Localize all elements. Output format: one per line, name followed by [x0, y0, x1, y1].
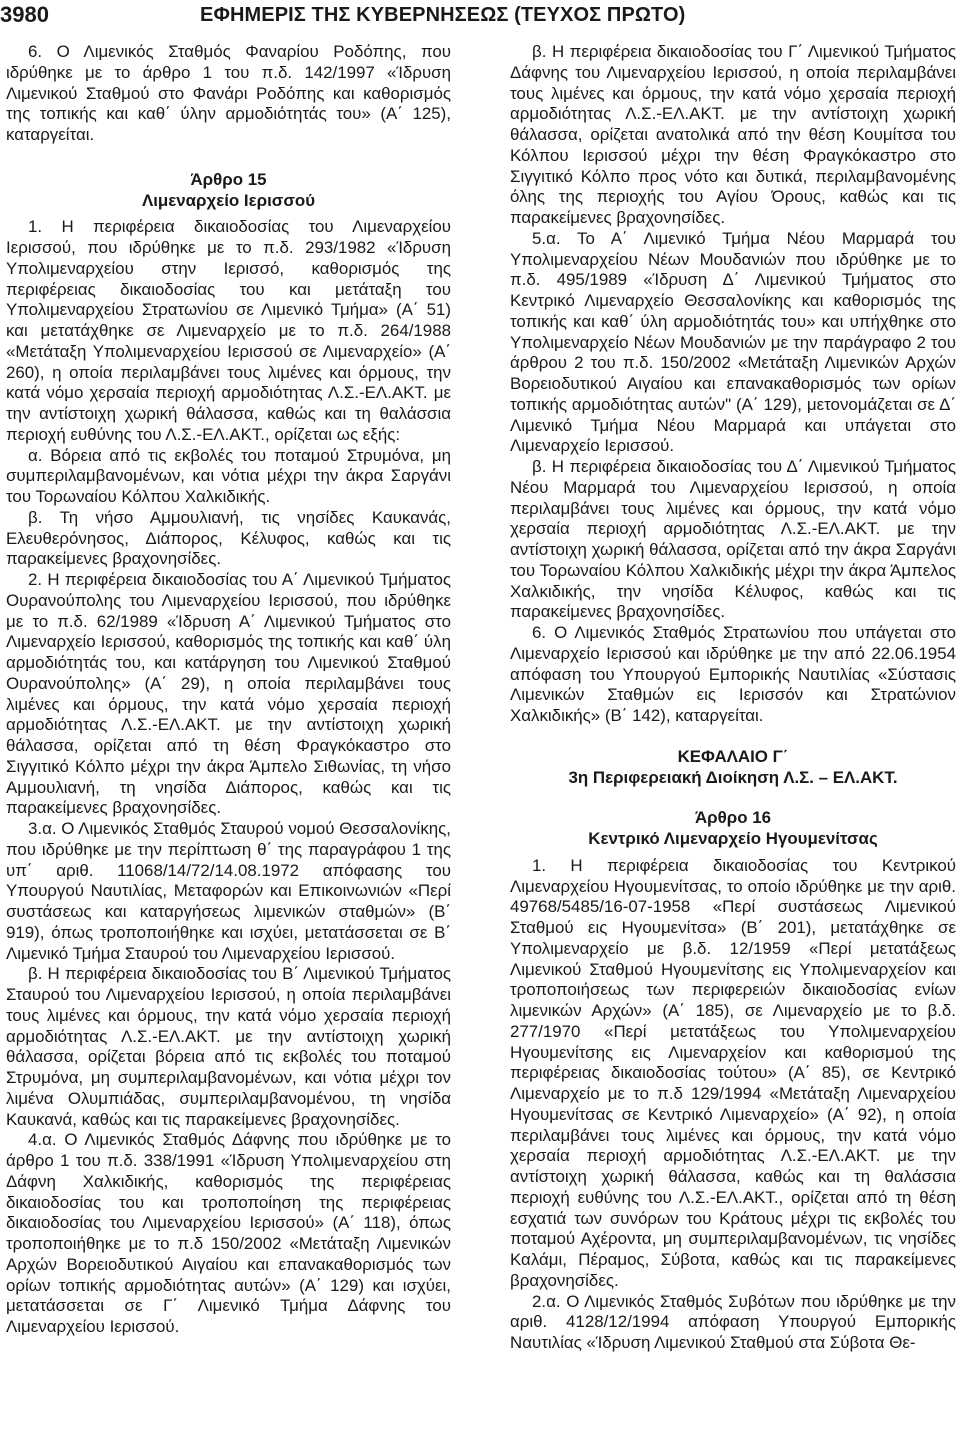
page-number: 3980 [0, 2, 49, 27]
paragraph: 5.α. Το Α΄ Λιμενικό Τμήμα Νέου Μαρμαρά του Υπολιμεναρχείου Νέων Μουδανιών που ιδρύθηκε με το π.δ. 495/1989 «Ίδρυση Δ΄ Λιμενικού Τμήματος στο Κεντρικό Λιμεναρχείο Θεσσαλονίκης και καθορισμός της τοπικής και καθ΄ ύλη αρμοδιότητάς του» και υπήχθηκε στο Υπολιμεναρχείο Νέων Μουδανιών με την παράγραφο 2 του άρθρου 2 του π.δ. 150/2002 «Μετάταξη Λιμενικών Αρχών Βορειοδυτικού Αιγαίου και επανακαθορισμός των ορίων τοπικής αρμοδιότητας αυτών" (Α΄ 129), μετονομάζεται σε Δ΄ Λιμενικό Τμήμα Νέου Μαρμαρά και υπάγεται στο Λιμεναρχείο Ιερισσού. [510, 228, 956, 456]
paragraph: 4.α. Ο Λιμενικός Σταθμός Δάφνης που ιδρύθηκε με το άρθρο 1 του π.δ. 338/1991 «Ίδρυση Υπολιμεναρχείου στη Δάφνη Χαλκιδικής, καθορισμός της περιφέρειας δικαιοδοσίας του και τροποποίηση της περιφέρειας δικαιοδοσίας του Λιμεναρχείου Ιερισσού» (Α΄ 118), όπως τροποποιήθηκε με το π.δ 150/2002 «Μετάταξη Λιμενικών Αρχών Βορειοδυτικού Αιγαίου και επανακαθορισμός των ορίων τοπικής αρμοδιότητας αυτών» (Α΄ 129) και ισχύει, μετατάσσεται σε Γ΄ Λιμενικό Τμήμα Δάφνης του Λιμεναρχείου Ιερισσού. [6, 1130, 451, 1336]
article-16-subtitle: Κεντρικό Λιμεναρχείο Ηγουμενίτσας [588, 829, 878, 848]
paragraph: β. Η περιφέρεια δικαιοδοσίας του Γ΄ Λιμενικού Τμήματος Δάφνης του Λιμεναρχείου Ιερισσού, η οποία περιλαμβάνει τους λιμένες και όρμους, την κατά νόμο χερσαία περιοχή αρμοδιότητας Λ.Σ.-ΕΛ.ΑΚΤ. με την αντίστοιχη χωρική θάλασσα, ορίζεται ανατολικά από την θέση Κουμίτσα του Κόλπου Ιερισσού μέχρι την θέση Φραγκόκαστρο στο Σιγγιτικό Κόλπο προς νότο και δυτικά, περιλαμβανομένης όλης της περιοχής του Αγίου Όρους, καθώς και τις παρακείμενες βραχονησίδες. [510, 42, 956, 227]
chapter-subtitle: 3η Περιφερειακή Διοίκηση Λ.Σ. – ΕΛ.ΑΚΤ. [568, 767, 898, 787]
paragraph: β. Η περιφέρεια δικαιοδοσίας του Β΄ Λιμενικού Τμήματος Σταυρού του Λιμεναρχείου Ιερισσού, η οποία περιλαμβάνει τους λιμένες και όρμους, την κατά νόμο χερσαία περιοχή αρμοδιότητας Λ.Σ.-ΕΛ.ΑΚΤ. με την αντίστοιχη χωρική θάλασσα, ορίζεται βόρεια από τις εκβολές του ποταμού Στρυμόνα, μη συμπεριλαμβανομένων, και νότια μέχρι τον λιμένα Ολυμπιάδας, συμπεριλαμβανομένου, τη νησίδα Καυκανά, καθώς και τις παρακείμενες βραχονησίδες. [6, 964, 451, 1129]
article-15-subtitle: Λιμεναρχείο Ιερισσού [141, 190, 316, 210]
chapter-title: ΚΕΦΑΛΑΙΟ Γ΄ [677, 746, 789, 766]
paragraph: 1. Η περιφέρεια δικαιοδοσίας του Λιμεναρχείου Ιερισσού, που ιδρύθηκε με το π.δ. 293/1982 «Ίδρυση Υπολιμεναρχείου στην Ιερισσό, καθορισμός της περιφέρειας δικαιοδοσίας του και μετάταξη του Υπολιμεναρχείου Στρατωνίου σε Λιμενικό Τμήμα» (Α΄ 51) και μετατάχθηκε σε Λιμεναρχείο με το π.δ. 264/1988 «Μετάταξη Υπολιμεναρχείου Ιερισσού σε Λιμεναρχείο» (Α΄ 260), η οποία περιλαμβάνει τους λιμένες και όρμους, την κατά νόμο χερσαία περιοχή αρμοδιότητας Λ.Σ.-ΕΛ.ΑΚΤ. με την αντίστοιχη χωρική θάλασσα, καθώς και τη θαλάσσια περιοχή ευθύνης του Λ.Σ.-ΕΛ.ΑΚΤ., ορίζεται ως εξής: [6, 217, 451, 444]
page-header [0, 0, 960, 38]
article-16-title: Άρθρο 16 [694, 808, 772, 828]
paragraph: 2.α. Ο Λιμενικός Σταθμός Συβότων που ιδρύθηκε με την αριθ. 4128/12/1994 απόφαση Υπουργού Εμπορικής Ναυτιλίας «Ίδρυση Λιμενικού Σταθμού στα Σύβοτα Θε- [510, 1291, 956, 1352]
article-15-title: Άρθρο 15 [190, 169, 267, 189]
gazette-title: ΕΦΗΜΕΡΙΣ ΤΗΣ ΚΥΒΕΡΝΗΣΕΩΣ (ΤΕΥΧΟΣ ΠΡΩΤΟ) [200, 4, 686, 26]
paragraph: β. Τη νήσο Αμμουλιανή, τις νησίδες Καυκανάς, Ελευθερόνησος, Διάπορος, Κέλυφος, καθώς και τις παρακείμενες βραχονησίδες. [6, 507, 451, 569]
paragraph: 1. Η περιφέρεια δικαιοδοσίας του Κεντρικού Λιμεναρχείου Ηγουμενίτσας, το οποίο ιδρύθηκε με την αριθ. 49768/5485/16-07-1958 «Περί συστάσεως Λιμενικού Σταθμού εις Ηγουμενίτσα» (Β΄ 201), μετατάχθηκε σε Υπολιμεναρχείο με β.δ. 12/1959 «Περί μετατάξεως Λιμενικού Σταθμού Ηγουμενίτσης εις Υπολιμεναρχείον και τροποποιήσεως των περιφερειών δικαιοδοσίας ενίων λιμενικών Αρχών» (Α΄ 185), σε Λιμεναρχείο με το β.δ. 277/1970 «Περί μετατάξεως του Υπολιμεναρχείου Ηγουμενίτσης εις Λιμεναρχείον και καθορισμού της περιφέρειας δικαιοδοσίας τούτου» (Α΄ 85), σε Κεντρικό Λιμεναρχείο με το π.δ 129/1994 «Μετάταξη Λιμεναρχείου Ηγουμενίτσας σε Κεντρικό Λιμεναρχείο» (Α΄ 92), η οποία περιλαμβάνει τους λιμένες και όρμους, την κατά νόμο χερσαία περιοχή αρμοδιότητας Λ.Σ.-ΕΛ.ΑΚΤ. με την αντίστοιχη χωρική θάλασσα, καθώς και τη θαλάσσια περιοχή ευθύνης του Λ.Σ.-ΕΛ.ΑΚΤ., ορίζεται από τη θέση εσχατιά των συνόρων του Κράτους μέχρι τις εκβολές του ποταμού Αχέροντα, μη συμπεριλαμβανομένων, τις νησίδες Καλάμι, Πέραμος, Σύβοτα, καθώς και τις παρακείμενες βραχονησίδες. [510, 855, 956, 1290]
paragraph: 2. Η περιφέρεια δικαιοδοσίας του Α΄ Λιμενικού Τμήματος Ουρανούπολης του Λιμεναρχείου Ιερισσού, που ιδρύθηκε με το π.δ. 62/1989 «Ίδρυση Α΄ Λιμενικού Τμήματος στο Λιμεναρχείο Ιερισσού, καθορισμός της τοπικής και καθ΄ ύλη αρμοδιότητάς του, και κατάργηση του Λιμενικού Σταθμού Ουρανούπολης» (Α΄ 29), η οποία περιλαμβάνει τους λιμένες και όρμους, την κατά νόμο χερσαία περιοχή αρμοδιότητας Λ.Σ.-ΕΛ.ΑΚΤ. με την αντίστοιχη χωρική θάλασσα, ορίζεται από τη θέση Φραγκόκαστρο στο Σιγγιτικό Κόλπο μέχρι την άκρα Άμπελο Σιθωνίας, τη νήσο Αμμουλιανή, τη νησίδα Διάπορος, καθώς και τις παρακείμενες βραχονησίδες. [6, 570, 451, 818]
right-column [510, 42, 956, 1354]
paragraph: 6. Ο Λιμενικός Σταθμός Στρατωνίου που υπάγεται στο Λιμεναρχείο Ιερισσού και ιδρύθηκε με την από 22.06.1954 απόφαση του Υπουργού Εμπορικής Ναυτιλίας «Σύστασις Λιμενικών Σταθμών εις Ιερισσόν και Στρατώνιον Χαλκιδικής» (Β΄ 142), καταργείται. [510, 623, 956, 725]
paragraph: 3.α. Ο Λιμενικός Σταθμός Σταυρού νομού Θεσσαλονίκης, που ιδρύθηκε με την περίπτωση θ΄ της παραγράφου 1 της υπ΄ αριθ. 11068/14/72/14.08.1972 απόφασης του Υπουργού Ναυτιλίας, Μεταφορών και Επικοινωνιών «Περί συστάσεως και καταργήσεως λιμενικών σταθμών» (Β΄ 919), όπως τροποποιήθηκε και ισχύει, μετατάσσεται σε Β΄ Λιμενικό Τμήμα Σταυρού του Λιμεναρχείου Ιερισσού. [6, 819, 451, 963]
paragraph: 6. Ο Λιμενικός Σταθμός Φαναρίου Ροδόπης, που ιδρύθηκε με το άρθρο 1 του π.δ. 142/1997 «Ίδρυση Λιμενικού Σταθμού στο Φανάρι Ροδόπης και καθορισμός της τοπικής και καθ΄ ύλην αρμοδιότητάς του» (Α΄ 125), καταργείται. [6, 42, 451, 144]
left-column [6, 42, 451, 1338]
paragraph: β. Η περιφέρεια δικαιοδοσίας του Δ΄ Λιμενικού Τμήματος Νέου Μαρμαρά του Λιμεναρχείου Ιερισσού, η οποία περιλαμβάνει τους λιμένες και όρμους, την κατά νόμο χερσαία περιοχή αρμοδιότητας Λ.Σ.-ΕΛ.ΑΚΤ. με την αντίστοιχη χωρική θάλασσα, ορίζεται από την άκρα Σαργάνι του Τορωναίου Κόλπου Χαλκιδικής μέχρι την άκρα Άμπελος Χαλκιδικής, την νησίδα Κέλυφος, καθώς και τις παρακείμενες βραχονησίδες. [510, 457, 956, 622]
paragraph: α. Βόρεια από τις εκβολές του ποταμού Στρυμόνα, μη συμπεριλαμβανομένων, και νότια μέχρι την άκρα Σαργάνι του Τορωναίου Κόλπου Χαλκιδικής. [6, 445, 451, 506]
